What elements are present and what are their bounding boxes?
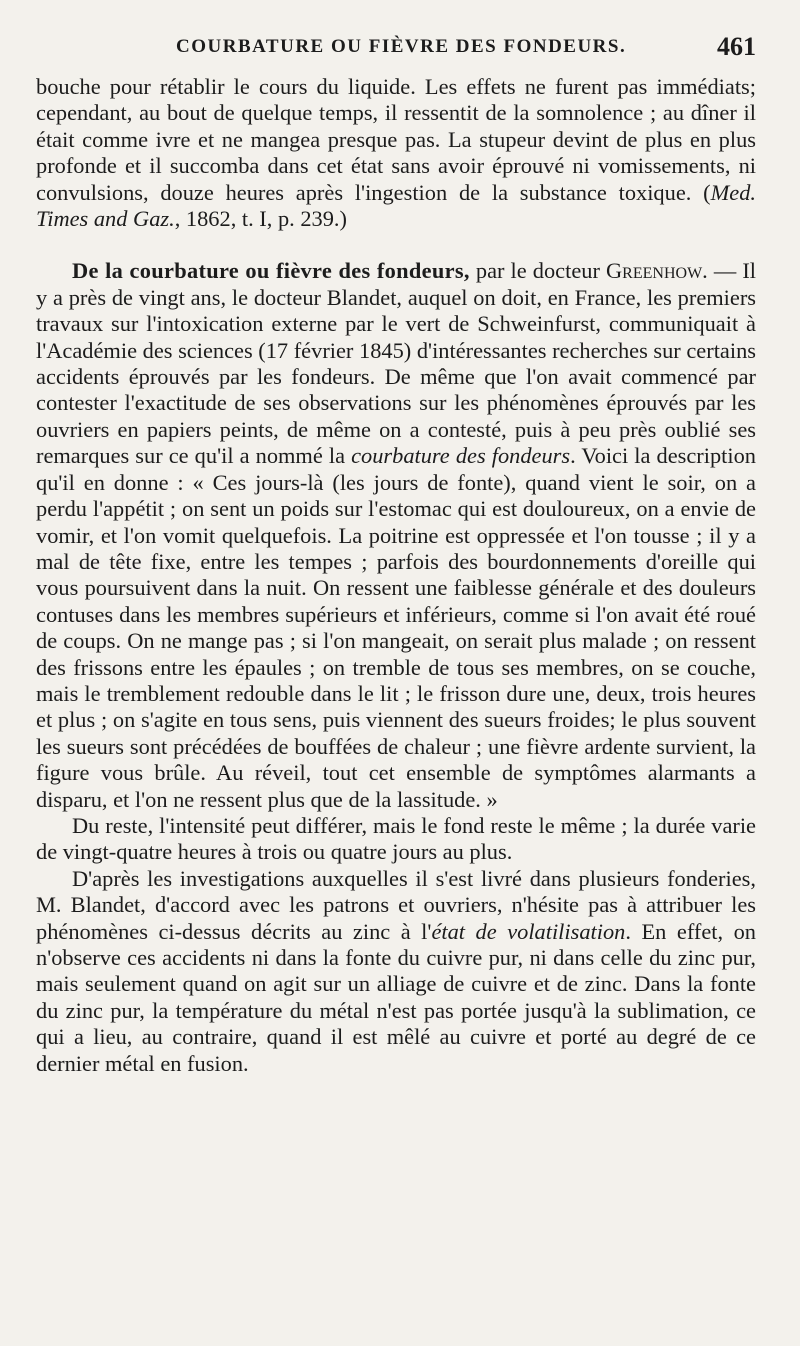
running-head: [36, 30, 756, 74]
paragraph-gap: [36, 232, 756, 258]
duration-text: Du reste, l'intensité peut différer, mais le fond reste le même ; la durée varie de vingt-quatre heures à trois ou quatre jours au plus.: [36, 812, 756, 865]
investigations-text-part2: . En effet, on n'observe ces accidents ni dans la fonte du cuivre pur, ni dans celle du zinc pur, mais seulement quand on agit sur un alliage de cuivre et de zinc. Dans la fonte du zinc pur, la température du métal n'est pas portée jusqu'à la sublimation, ce qui a lieu, au contraire, quand il est mêlé au cuivre et porté au degré de ce dernier métal en fusion.: [36, 918, 757, 1076]
section-title: De la courbature ou fièvre des fondeurs,: [72, 258, 470, 284]
case-ending-text: bouche pour rétablir le cours du liquide. Les effets ne furent pas immédiats; cependant, au bout de quelque temps, il ressentit de la somnolence ; au dîner il était comme ivre et ne mangea presque pas. La stupeur devint de plus en plus profonde et il succomba dans cet état sans avoir éprouvé ni vomissements, ni convulsions, douze heures après l'ingestion de la substance toxique. (: [36, 74, 756, 205]
author-intro: par le docteur: [469, 258, 607, 284]
citation-details: , 1862, t. I, p. 239.): [174, 206, 347, 232]
paragraph-investigations: [36, 866, 756, 1077]
paragraph-section-intro: [36, 258, 756, 813]
term-volatilisation: état de volatilisation: [431, 918, 626, 944]
body-text: [36, 74, 756, 1077]
term-courbature: courbature des fondeurs: [351, 443, 571, 469]
investigations-text-part1: D'après les investigations auxquelles il s'est livré dans plusieurs fonderies, M. Blandet, d'accord avec les patrons et ouvriers, n'hésite pas à attribuer les phénomènes ci-dessus décrits au zinc à l': [36, 865, 756, 944]
citation-source: Med. Times and Gaz.: [36, 179, 756, 232]
author-name: Greenhow: [606, 258, 703, 284]
section-text-part1: . — Il y a près de vingt ans, le docteur Blandet, auquel on doit, en France, les premiers travaux sur l'intoxication externe par le vert de Schweinfurst, communiquait à l'Académie des sciences (17 février 1845) d'intéressantes recherches sur certains accidents éprouvés par les fondeurs. De même que l'on avait commencé par contester l'exactitude de ses observations sur les phénomènes éprouvés par les ouvriers en papiers peints, de même on a contesté, puis à peu près oublié ses remarques sur ce qu'il a nommé la: [36, 258, 756, 469]
page-number: 461: [717, 32, 756, 61]
paragraph-duration: [36, 813, 756, 866]
paragraph-case-ending: [36, 74, 756, 232]
section-text-part2: . Voici la description qu'il en donne : « Ces jours-là (les jours de fonte), quand vient le soir, on a perdu l'appétit ; on sent un poids sur l'estomac qui est douloureux, on a envie de vomir, et l'on vomit quelquefois. La poitrine est oppressée et l'on tousse ; il y a mal de tête fixe, entre les tempes ; parfois des bourdonnements d'oreille qui vous poursuivent dans la nuit. On ressent une faiblesse générale et des douleurs contuses dans les membres supérieurs et inférieurs, comme si l'on avait été roué de coups. On ne mange pas ; si l'on mangeait, on serait plus malade ; on ressent des frissons entre les épaules ; on tremble de tous ses membres, on se couche, mais le tremblement redouble dans le lit ; le frisson dure une, deux, trois heures et plus ; on s'agite en tous sens, puis viennent des sueurs froides; le plus souvent les sueurs sont précédées de bouffées de chaleur ; une fièvre ardente survient, la figure vous brûle. Au réveil, tout cet ensemble de symptômes alarmants a disparu, et l'on ne ressent plus que de la lassitude. »: [36, 443, 756, 812]
running-title: COURBATURE OU FIÈVRE DES FONDEURS.: [176, 36, 627, 57]
